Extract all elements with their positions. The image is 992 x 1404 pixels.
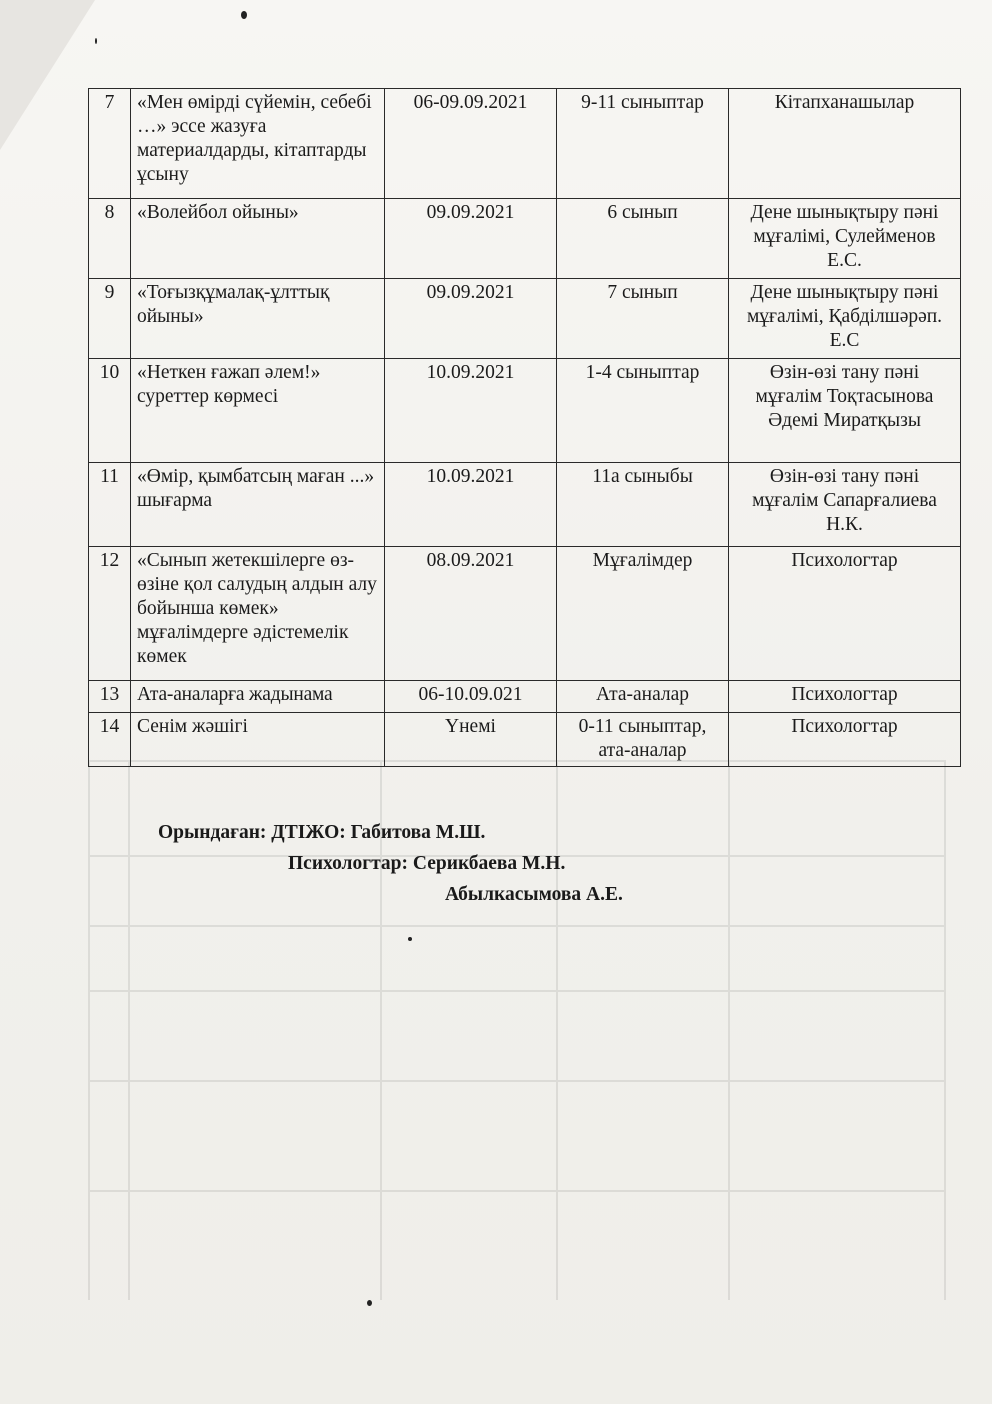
- signature-prepared-by: Орындаған: ДТІЖО: Габитова М.Ш.: [158, 822, 486, 843]
- signature-psychologist-second: Абылкасымова А.Е.: [445, 884, 623, 905]
- table-row: [89, 681, 961, 713]
- event-responsible: Өзін-өзі тану пәні мұғалім Тоқтасынова Әдемі Миратқызы: [729, 359, 961, 463]
- event-responsible: Психологтар: [729, 713, 961, 767]
- event-plan-table: [88, 88, 961, 767]
- event-responsible: Психологтар: [729, 681, 961, 713]
- scan-speck: [367, 1300, 372, 1306]
- table-row: [89, 199, 961, 279]
- event-title: Ата-аналарға жадынама: [131, 681, 385, 713]
- scan-speck: [241, 11, 247, 19]
- table-row: [89, 89, 961, 199]
- event-responsible: Өзін-өзі тану пәні мұғалім Сапарғалиева Н.К.: [729, 463, 961, 547]
- event-title: Сенім жәшігі: [131, 713, 385, 767]
- event-title: «Тоғызқұмалақ-ұлттық ойыны»: [131, 279, 385, 359]
- event-title: «Мен өмірді сүйемін, себебі …» эссе жазуға материалдарды, кітаптарды ұсыну: [131, 89, 385, 199]
- table-row: [89, 713, 961, 767]
- event-audience: 6 сынып: [557, 199, 729, 279]
- event-responsible: Дене шынықтыру пәні мұғалімі, Қабділшәрәп. Е.С: [729, 279, 961, 359]
- event-date: 10.09.2021: [385, 463, 557, 547]
- table-row: [89, 279, 961, 359]
- event-date: 10.09.2021: [385, 359, 557, 463]
- row-number: 10: [89, 359, 131, 463]
- event-responsible: Психологтар: [729, 547, 961, 681]
- row-number: 11: [89, 463, 131, 547]
- event-responsible: Дене шынықтыру пәні мұғалімі, Сулейменов Е.С.: [729, 199, 961, 279]
- event-audience: Мұғалімдер: [557, 547, 729, 681]
- event-audience: 0-11 сыныптар, ата-аналар: [557, 713, 729, 767]
- event-title: «Волейбол ойыны»: [131, 199, 385, 279]
- row-number: 12: [89, 547, 131, 681]
- row-number: 8: [89, 199, 131, 279]
- event-audience: 7 сынып: [557, 279, 729, 359]
- event-date: 09.09.2021: [385, 279, 557, 359]
- row-number: 13: [89, 681, 131, 713]
- table-row: [89, 463, 961, 547]
- event-responsible: Кітапханашылар: [729, 89, 961, 199]
- event-date: 09.09.2021: [385, 199, 557, 279]
- page-corner-fold: [0, 0, 95, 150]
- row-number: 9: [89, 279, 131, 359]
- event-title: «Неткен ғажап әлем!» суреттер көрмесі: [131, 359, 385, 463]
- row-number: 14: [89, 713, 131, 767]
- signature-psychologists: Психологтар: Серикбаева М.Н.: [288, 853, 566, 874]
- event-title: «Сынып жетекшілерге өз-өзіне қол салудың алдын алу бойынша көмек» мұғалімдерге әдістемелік көмек: [131, 547, 385, 681]
- event-audience: 11а сыныбы: [557, 463, 729, 547]
- event-date: Үнемі: [385, 713, 557, 767]
- scan-speck: [95, 38, 97, 44]
- scan-speck: [408, 937, 412, 941]
- table-row: [89, 547, 961, 681]
- event-date: 08.09.2021: [385, 547, 557, 681]
- event-audience: 9-11 сыныптар: [557, 89, 729, 199]
- event-date: 06-09.09.2021: [385, 89, 557, 199]
- event-title: «Өмір, қымбатсың маған ...» шығарма: [131, 463, 385, 547]
- row-number: 7: [89, 89, 131, 199]
- event-audience: 1-4 сыныптар: [557, 359, 729, 463]
- event-audience: Ата-аналар: [557, 681, 729, 713]
- event-date: 06-10.09.021: [385, 681, 557, 713]
- table-row: [89, 359, 961, 463]
